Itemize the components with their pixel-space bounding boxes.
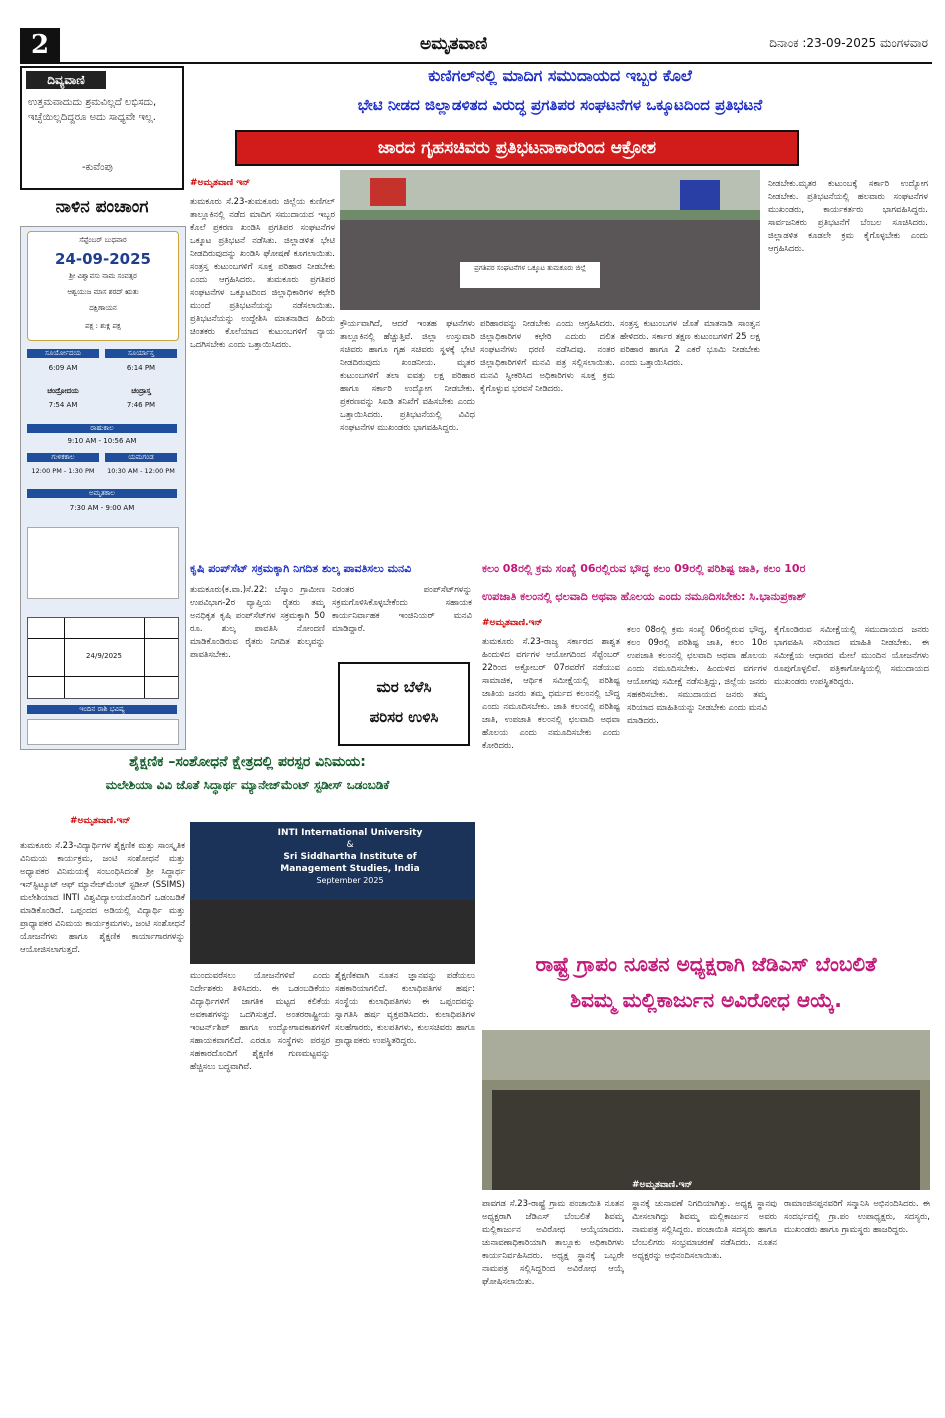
grid-date: 24/9/2025 bbox=[86, 652, 122, 660]
election-photo bbox=[482, 1030, 930, 1190]
grid-line bbox=[28, 676, 178, 677]
moonset-label: ಚಂದ್ರಾಸ್ತ bbox=[131, 387, 151, 395]
photo-tag: #ಅಮೃತವಾಣಿ.ಇನ್ bbox=[632, 1180, 693, 1190]
headline-protest: ಭೇಟಿ ನೀಡದ ಜಿಲ್ಲಾಡಳಿತದ ವಿರುದ್ಧ ಪ್ರಗತಿಪರ ಸಂಘಟನೆಗಳ ಒಕ್ಕೂಟದಿಂದ ಪ್ರತಿಭಟನೆ bbox=[357, 96, 763, 114]
election-headline-1: ರಾಷ್ಟ್ರೆ ಗ್ರಾಪಂ ನೂತನ ಅಧ್ಯಕ್ಷರಾಗಿ ಜೆಡಿಎಸ್ ಬೆಂಬಲಿತೆ bbox=[535, 952, 877, 976]
edu-headline-1: ಶೈಕ್ಷಣಿಕ –ಸಂಶೋಧನೆ ಕ್ಷೇತ್ರದಲ್ಲಿ ಪರಸ್ಪರ ವಿನಿಮಯ: bbox=[129, 754, 366, 770]
page-number: 2 bbox=[20, 28, 60, 62]
moonset-value: 7:46 PM bbox=[126, 401, 156, 409]
photo-caption-3: Sri Siddhartha Institute of bbox=[283, 852, 417, 862]
amrutha-value: 7:30 AM - 9:00 AM bbox=[69, 504, 135, 512]
edu-headline-2: ಮಲೇಶಿಯಾ ವಿವಿ ಜೊತೆ ಸಿದ್ಧಾರ್ಥ ಮ್ಯಾನೇಜ್‌ಮೆಂಟ್ ಸ್ಟಡೀಸ್ ಒಡಂಬಡಿಕೆ bbox=[105, 778, 390, 792]
slogan-line-1: ಮರ ಬೆಳೆಸಿ bbox=[376, 678, 432, 696]
protest-photo bbox=[340, 170, 760, 310]
election-headline-2: ಶಿವಮ್ಮ ಮಲ್ಲಿಕಾರ್ಜುನ ಅವಿರೋಧ ಆಯ್ಕೆ. bbox=[570, 988, 842, 1012]
moonrise-value: 7:54 AM bbox=[48, 401, 78, 409]
yamaganda-value: 10:30 AM - 12:00 PM bbox=[107, 467, 175, 475]
photo-caption-2: & bbox=[346, 840, 354, 850]
yamaganda-label: ಯಮಗಂಡ bbox=[105, 453, 177, 462]
edu-col2: ಮುಂದುವರೆಸಲು ಯೋಜನೆಗಳಿವೆ ಎಂದು ನಿರ್ದೇಶಕರು ತಿಳಿಸಿದರು. ಈ ಒಡಂಬಡಿಕೆಯು ವಿದ್ಯಾರ್ಥಿಗಳಿಗೆ ಜಾಗತಿಕ ಮಟ್ಟದ ಕಲಿಕೆಯ ಅವಕಾಶಗಳನ್ನು ಒದಗಿಸುತ್ತದೆ. ಅಂತರರಾಷ್ಟ್ರೀಯ ಇಂಟರ್ನ್‌ಶಿಪ್ ಹಾಗೂ ಉದ್ಯೋಗಾವಕಾಶಗಳಿಗೆ ಸಹಾಯಕವಾಗಲಿದೆ. ಎರಡೂ ಸಂಸ್ಥೆಗಳು ಪರಸ್ಪರ ಸಹಕಾರದೊಂದಿಗೆ ಶೈಕ್ಷಣಿಕ ಗುಣಮಟ್ಟವನ್ನು ಹೆಚ್ಚಿಸಲು ಬದ್ಧವಾಗಿವೆ. bbox=[190, 971, 330, 1072]
photo-group bbox=[492, 1090, 920, 1190]
panchanga-title: ನಾಳಿನ ಪಂಚಾಂಗ bbox=[55, 197, 149, 217]
edu-tag: #ಅಮೃತವಾಣಿ.ಇನ್ bbox=[70, 816, 131, 826]
caste-col2: ಕಲಂ 08ರಲ್ಲಿ ಕ್ರಮ ಸಂಖ್ಯೆ 06ರಲ್ಲಿರುವ ಭೌದ್ಧ, ಕಲಂ 09ರಲ್ಲಿ ಪರಿಶಿಷ್ಟ ಜಾತಿ, ಕಲಂ 10ರ ಉಪಜಾತಿ ಕಲಂನಲ್ಲಿ ಛಲವಾದಿ ಅಥವಾ ಹೊಲಯ ಎಂದು ನಮೂದಿಸಬೇಕು. ಹಿಂದುಳಿದ ವರ್ಗಗಳ ಆಯೋಗವು ಸಮೀಕ್ಷೆ ನಡೆಸುತ್ತಿದ್ದು, ಜಿಲ್ಲೆಯ ಜನರು ಸಹಕರಿಸಬೇಕು. ಸಮುದಾಯದ ಜನರು ತಮ್ಮ ಸರಿಯಾದ ಮಾಹಿತಿಯನ್ನು ನೀಡಬೇಕು ಎಂದು ಮನವಿ ಮಾಡಿದರು. bbox=[627, 625, 767, 726]
photo-banner: ಪ್ರಗತಿಪರ ಸಂಘಟನೆಗಳ ಒಕ್ಕೂಟ ತುಮಕೂರು ಜಿಲ್ಲೆ bbox=[460, 262, 600, 288]
edu-photo bbox=[190, 822, 475, 964]
amrutha-label: ಅಮೃತಕಾಲ bbox=[27, 489, 177, 498]
edu-col3: ಶೈಕ್ಷಣಿಕವಾಗಿ ನೂತನ ಜ್ಞಾನವನ್ನು ಪಡೆಯಲು ಸಹಕಾರಿಯಾಗಲಿದೆ. ಕುಲಾಧಿಪತಿಗಳ ಹರ್ಷ: ಸಂಸ್ಥೆಯ ಕುಲಾಧಿಪತಿಗಳು ಈ ಒಪ್ಪಂದವನ್ನು ಸ್ವಾಗತಿಸಿ ಹರ್ಷ ವ್ಯಕ್ತಪಡಿಸಿದರು. ಕುಲಾಧಿಪತಿಗಳ ಸಲಹೆಗಾರರು, ಕುಲಪತಿಗಳು, ಕುಲಸಚಿವರು ಹಾಗೂ ಪ್ರಾಧ್ಯಾಪಕರು ಉಪಸ್ಥಿತರಿದ್ದರು. bbox=[335, 971, 475, 1046]
krishi-headline: ಕೃಷಿ ಪಂಪ್‌ಸೆಟ್ ಸಕ್ರಮಕ್ಕಾಗಿ ನಿಗದಿತ ಶುಲ್ಕ ಪಾವತಿಸಲು ಮನವಿ bbox=[190, 562, 412, 575]
gulika-value: 12:00 PM - 1:30 PM bbox=[31, 467, 95, 475]
tree-slogan-box bbox=[338, 662, 470, 746]
election-col3: ರಾಮಾಂಜಿನಪ್ಪನವರಿಗೆ ಸನ್ಮಾನಿಸಿ ಅಭಿನಂದಿಸಿದರು. ಈ ಸಂದರ್ಭದಲ್ಲಿ ಗ್ರಾ.ಪಂ ಉಪಾಧ್ಯಕ್ಷರು, ಸದಸ್ಯರು, ಮುಖಂಡರು ಹಾಗೂ ಗ್ರಾಮಸ್ಥರು ಹಾಜರಿದ್ದರು. bbox=[784, 1199, 930, 1235]
paper-name: ಅಮೃತವಾಣಿ bbox=[420, 34, 488, 54]
edu-col1: ತುಮಕೂರು ಸೆ.23-ವಿದ್ಯಾರ್ಥಿಗಳ ಶೈಕ್ಷಣಿಕ ಮತ್ತು ಸಾಂಸ್ಕೃತಿಕ ವಿನಿಮಯ ಕಾರ್ಯಕ್ರಮ, ಜಂಟಿ ಸಂಶೋಧನೆ ಮತ್ತು ಅಧ್ಯಾಪಕರ ವಿನಿಮಯಕ್ಕೆ ಸಂಬಂಧಿಸಿದಂತೆ ಶ್ರೀ ಸಿದ್ಧಾರ್ಥ ಇನ್‌ಸ್ಟಿಟ್ಯೂಟ್ ಆಫ್ ಮ್ಯಾನೇಜ್‌ಮೆಂಟ್ ಸ್ಟಡೀಸ್ (SSIMS) ಮಲೇಶಿಯಾದ INTI ವಿಶ್ವವಿದ್ಯಾಲಯದೊಂದಿಗೆ ಒಡಂಬಡಿಕೆ ಮಾಡಿಕೊಂಡಿದೆ. ಒಪ್ಪಂದದ ಅಡಿಯಲ್ಲಿ ವಿದ್ಯಾರ್ಥಿ ಮತ್ತು ಪ್ರಾಧ್ಯಾಪಕರ ವಿನಿಮಯ ಕಾರ್ಯಕ್ರಮಗಳು, ಜಂಟಿ ಸಂಶೋಧನೆ ಯೋಜನೆಗಳು ಹಾಗೂ ಶೈಕ್ಷಣಿಕ ಕಾರ್ಯಾಗಾರಗಳನ್ನು ಆಯೋಜಿಸಲಾಗುತ್ತದೆ. bbox=[20, 841, 185, 955]
rahukala-value: 9:10 AM - 10:56 AM bbox=[67, 437, 137, 445]
election-col2: ಸ್ಥಾನಕ್ಕೆ ಚುನಾವಣೆ ನಿಗದಿಯಾಗಿತ್ತು. ಅಧ್ಯಕ್ಷ ಸ್ಥಾನವು ಮೀಸಲಾಗಿದ್ದು ಶಿವಮ್ಮ ಮಲ್ಲಿಕಾರ್ಜುನ ಅವರು ನಾಮಪತ್ರ ಸಲ್ಲಿಸಿದ್ದರು. ಪಂಚಾಯಿತಿ ಸದಸ್ಯರು ಹಾಗೂ ಬೆಂಬಲಿಗರು ಸಂಭ್ರಮಾಚರಣೆ ನಡೆಸಿದರು. ನೂತನ ಅಧ್ಯಕ್ಷರನ್ನು ಅಭಿನಂದಿಸಲಾಯಿತು. bbox=[632, 1199, 777, 1261]
divyavani-author: -ಕುವೆಂಪು bbox=[82, 162, 113, 173]
caste-col1: ತುಮಕೂರು ಸೆ.23-ರಾಜ್ಯ ಸರ್ಕಾರದ ಶಾಶ್ವತ ಹಿಂದುಳಿದ ವರ್ಗಗಳ ಆಯೋಗದಿಂದ ಸೆಪ್ಟೆಂಬರ್ 22ರಿಂದ ಅಕ್ಟೋಬರ್ 07ರವರೆಗೆ ನಡೆಯುವ ಸಾಮಾಜಿಕ, ಆರ್ಥಿಕ ಸಮೀಕ್ಷೆಯಲ್ಲಿ ಪರಿಶಿಷ್ಟ ಜಾತಿಯ ಜನರು ತಮ್ಮ ಧರ್ಮದ ಕಲಂನಲ್ಲಿ ಬೌದ್ಧ ಎಂದು ನಮೂದಿಸಬೇಕು. ಜಾತಿ ಕಲಂನಲ್ಲಿ ಪರಿಶಿಷ್ಟ ಜಾತಿ, ಉಪಜಾತಿ ಕಲಂನಲ್ಲಿ ಛಲವಾದಿ ಅಥವಾ ಹೊಲಯ ಎಂದು ನಮೂದಿಸಬೇಕು ಎಂದು ಕೋರಿದರು. bbox=[482, 637, 620, 751]
caste-tag: #ಅಮೃತವಾಣಿ.ಇನ್ bbox=[482, 618, 543, 628]
slogan-line-2: ಪರಿಸರ ಉಳಿಸಿ bbox=[369, 708, 439, 726]
photo-building bbox=[482, 1030, 930, 1080]
card-date: 24-09-2025 bbox=[55, 250, 151, 268]
panchanga-details bbox=[27, 527, 179, 599]
grid-line bbox=[144, 618, 145, 698]
gulika-label: ಗುಳಿಕಕಾಲ bbox=[27, 453, 99, 462]
caste-headline-1: ಕಲಂ 08ರಲ್ಲಿ ಕ್ರಮ ಸಂಖ್ಯೆ 06ರಲ್ಲಿರುವ ಭೌದ್ಧ ಕಲಂ 09ರಲ್ಲಿ ಪರಿಶಿಷ್ಟ ಜಾತಿ, ಕಲಂ 10ರ bbox=[482, 562, 806, 575]
krishi-col2: ನಿರಂತರ ಪಂಪ್‌ಸೆಟ್‌ಗಳನ್ನು ಸಕ್ರಮಗೊಳಿಸಿಕೊಳ್ಳಬೇಕೆಂದು ಸಹಾಯಕ ಕಾರ್ಯನಿರ್ವಾಹಕ ಇಂಜಿನಿಯರ್ ಮನವಿ ಮಾಡಿದ್ದಾರೆ. bbox=[332, 585, 472, 634]
rashi-list bbox=[27, 719, 179, 745]
card-line-3: ದಕ್ಷಿಣಾಯನ bbox=[89, 304, 117, 312]
sunset-value: 6:14 PM bbox=[126, 364, 156, 372]
grid-line bbox=[64, 618, 65, 698]
photo-people bbox=[190, 900, 475, 964]
headline-home-minister: ಜಾರದ ಗೃಹಸಚಿವರು ಪ್ರತಿಭಟನಾಕಾರರಿಂದ ಆಕ್ರೋಶ bbox=[235, 130, 799, 166]
story1-col5: ನೀಡಬೇಕು.ಮೃತರ ಕುಟುಂಬಕ್ಕೆ ಸರ್ಕಾರಿ ಉದ್ಯೋಗ ನೀಡಬೇಕು. ಪ್ರತಿಭಟನೆಯಲ್ಲಿ ಹಲವಾರು ಸಂಘಟನೆಗಳ ಮುಖಂಡರು, ಕಾರ್ಯಕರ್ತರು ಭಾಗವಹಿಸಿದ್ದರು. ಸಾರ್ವಜನಿಕರು ಪ್ರತಿಭಟನೆಗೆ ಬೆಂಬಲ ಸೂಚಿಸಿದರು. ಜಿಲ್ಲಾಡಳಿತ ಕೂಡಲೇ ಕ್ರಮ ಕೈಗೊಳ್ಳಬೇಕು ಎಂದು ಆಗ್ರಹಿಸಿದರು. bbox=[768, 179, 928, 254]
page-header bbox=[20, 28, 932, 64]
card-line-2: ಆಶ್ವಯುಜ ಮಾಸ ಶರದ್ ಋತು bbox=[67, 288, 139, 296]
photo-caption-4: Management Studies, India bbox=[280, 864, 420, 874]
photo-flag-blue bbox=[680, 180, 720, 210]
story1-col3: ಪರಿಹಾರವನ್ನು ನೀಡಬೇಕು ಎಂದು ಆಗ್ರಹಿಸಿದರು. ಜಿಲ್ಲಾಧಿಕಾರಿಗಳ ಕಛೇರಿ ಎದುರು ದಲಿತ ಸಂಘಟನೆಗಳು ಧರಣಿ ನಡೆಸಿದವು. ನಂತರ ಜಿಲ್ಲಾಧಿಕಾರಿಗಳಿಗೆ ಮನವಿ ಪತ್ರ ಸಲ್ಲಿಸಲಾಯಿತು. ಮನವಿ ಸ್ವೀಕರಿಸಿದ ಅಧಿಕಾರಿಗಳು ಸೂಕ್ತ ಕ್ರಮ ಕೈಗೊಳ್ಳುವ ಭರವಸೆ ನೀಡಿದರು. bbox=[480, 319, 615, 394]
rahukala-label: ರಾಹುಕಾಲ bbox=[27, 424, 177, 433]
caste-headline-2: ಉಪಜಾತಿ ಕಲಂನಲ್ಲಿ ಛಲವಾದಿ ಅಥವಾ ಹೊಲಯ ಎಂದು ನಮೂದಿಸಬೇಕು: ಸಿ.ಭಾನುಪ್ರಕಾಶ್ bbox=[482, 590, 807, 603]
photo-caption-5: September 2025 bbox=[316, 876, 384, 885]
date-line: ದಿನಾಂಕ :23-09-2025 ಮಂಗಳವಾರ bbox=[769, 36, 928, 50]
sunset-label: ಸೂರ್ಯಾಸ್ತ bbox=[105, 349, 177, 358]
card-line-4: ಪಕ್ಷ : ಶುಕ್ಲ ಪಕ್ಷ bbox=[85, 322, 121, 330]
election-col1: ಪಾವಗಡ ಸೆ.23-ರಾಷ್ಟ್ರೆ ಗ್ರಾಮ ಪಂಚಾಯಿತಿ ನೂತನ ಅಧ್ಯಕ್ಷರಾಗಿ ಜೆಡಿಎಸ್ ಬೆಂಬಲಿತೆ ಶಿವಮ್ಮ ಮಲ್ಲಿಕಾರ್ಜುನ ಅವಿರೋಧ ಆಯ್ಕೆಯಾದರು. ಚುನಾವಣಾಧಿಕಾರಿಯಾಗಿ ತಾಲ್ಲೂಕು ಅಧಿಕಾರಿಗಳು ಕಾರ್ಯನಿರ್ವಹಿಸಿದರು. ಅಧ್ಯಕ್ಷ ಸ್ಥಾನಕ್ಕೆ ಒಬ್ಬರೇ ನಾಮಪತ್ರ ಸಲ್ಲಿಸಿದ್ದರಿಂದ ಅವಿರೋಧ ಆಯ್ಕೆ ಘೋಷಿಸಲಾಯಿತು. bbox=[482, 1199, 624, 1287]
divyavani-quote: ಉತ್ತಮವಾದುದು ಶ್ರಮವಿಲ್ಲದೆ ಲಭಿಸದು, ಇಚ್ಛೆಯಿಲ್ಲದಿದ್ದರೂ ಅದು ಸಾಧ್ಯವೇ ಇಲ್ಲ. bbox=[28, 97, 157, 123]
krishi-col1: ತುಮಕೂರು(ಕ.ವಾ.)ಸೆ.22: ಬೆಸ್ಕಾಂ ಗ್ರಾಮೀಣ ಉಪವಿಭಾಗ-2ರ ವ್ಯಾಪ್ತಿಯ ರೈತರು ತಮ್ಮ ಅನಧಿಕೃತ ಕೃಷಿ ಪಂಪ್‌ಸೆಟ್‌ಗಳ ಸಕ್ರಮಕ್ಕಾಗಿ 50 ರೂ. ಶುಲ್ಕ ಪಾವತಿಸಿ ನೋಂದಣಿ ಮಾಡಿಕೊಂಡಿರುವ ರೈತರು ನಿಗದಿತ ಶುಲ್ಕವನ್ನು ಪಾವತಿಸಬೇಕು. bbox=[190, 585, 325, 660]
sunrise-value: 6:09 AM bbox=[48, 364, 78, 372]
rashi-title: ಇಂದಿನ ರಾಶಿ ಭವಿಷ್ಯ bbox=[27, 705, 177, 714]
panchanga-panel bbox=[20, 226, 186, 750]
grid-line bbox=[28, 638, 178, 639]
card-line-1: ಶ್ರೀ ವಿಶ್ವಾವಸು ನಾಮ ಸಂವತ್ಸರ bbox=[69, 272, 137, 280]
rashi-chart-grid bbox=[27, 617, 179, 699]
caste-col3: ಕೈಗೊಂಡಿರುವ ಸಮೀಕ್ಷೆಯಲ್ಲಿ ಸಮುದಾಯದ ಜನರು ಭಾಗವಹಿಸಿ ಸರಿಯಾದ ಮಾಹಿತಿ ನೀಡಬೇಕು. ಈ ಸಮೀಕ್ಷೆಯ ಆಧಾರದ ಮೇಲೆ ಮುಂದಿನ ಯೋಜನೆಗಳು ರೂಪುಗೊಳ್ಳಲಿವೆ. ಪತ್ರಿಕಾಗೋಷ್ಠಿಯಲ್ಲಿ ಸಮುದಾಯದ ಮುಖಂಡರು ಉಪಸ್ಥಿತರಿದ್ದರು. bbox=[774, 625, 929, 687]
headline-murder: ಕುಣಿಗಲ್‌ನಲ್ಲಿ ಮಾದಿಗ ಸಮುದಾಯದ ಇಬ್ಬರ ಕೊಲೆ bbox=[428, 66, 692, 85]
photo-flag-red bbox=[370, 178, 406, 206]
card-month: ಸೆಪ್ಟೆಂಬರ್ ಬುಧವಾರ bbox=[79, 236, 127, 244]
story1-col1: ತುಮಕೂರು ಸೆ.23-ತುಮಕೂರು ಜಿಲ್ಲೆಯ ಕುಣಿಗಲ್ ತಾಲ್ಲೂಕಿನಲ್ಲಿ ನಡೆದ ಮಾದಿಗ ಸಮುದಾಯದ ಇಬ್ಬರ ಕೊಲೆ ಪ್ರಕರಣ ಖಂಡಿಸಿ ಪ್ರಗತಿಪರ ಸಂಘಟನೆಗಳ ಒಕ್ಕೂಟ ಪ್ರತಿಭಟನೆ ನಡೆಸಿತು. ಜಿಲ್ಲಾಡಳಿತ ಭೇಟಿ ನೀಡದಿರುವುದನ್ನು ಖಂಡಿಸಿ ಘೋಷಣೆ ಕೂಗಲಾಯಿತು. ಸಂತ್ರಸ್ತ ಕುಟುಂಬಗಳಿಗೆ ಸೂಕ್ತ ಪರಿಹಾರ ನೀಡಬೇಕು ಎಂದು ಆಗ್ರಹಿಸಿದರು. ತುಮಕೂರು ಪ್ರಗತಿಪರ ಸಂಘಟನೆಗಳ ಒಕ್ಕೂಟದಿಂದ ಜಿಲ್ಲಾಧಿಕಾರಿಗಳ ಕಛೇರಿ ಮುಂದೆ ಪ್ರತಿಭಟನೆಯನ್ನು ನಡೆಸಲಾಯಿತು. ಪ್ರತಿಭಟನೆಯನ್ನು ಉದ್ದೇಶಿಸಿ ಮಾತನಾಡಿದ ಹಿರಿಯ ಚಿಂತಕರು ಕೊಲೆಯಾದ ಕುಟುಂಬಗಳಿಗೆ ನ್ಯಾಯ ಒದಗಿಸಬೇಕು ಎಂದು ಒತ್ತಾಯಿಸಿದರು. bbox=[190, 197, 335, 350]
panchanga-card bbox=[27, 231, 179, 341]
story1-col4: ಸಂತ್ರಸ್ತ ಕುಟುಂಬಗಳ ಜೊತೆ ಮಾತನಾಡಿ ಸಾಂತ್ವನ ಹೇಳಿದರು. ಸರ್ಕಾರ ತಕ್ಷಣ ಕುಟುಂಬಗಳಿಗೆ 25 ಲಕ್ಷ ಪರಿಹಾರ ಹಾಗೂ 2 ಎಕರೆ ಭೂಮಿ ನೀಡಬೇಕು ಎಂದು ಒತ್ತಾಯಿಸಿದರು. bbox=[620, 319, 760, 368]
story1-tag: #ಅಮೃತವಾಣಿ ಇನ್ bbox=[190, 178, 251, 188]
divyavani-title: ದಿವ್ಯವಾಣಿ bbox=[26, 71, 106, 89]
moonrise-label: ಚಂದ್ರೋದಯ bbox=[47, 387, 79, 395]
divyavani-box bbox=[20, 66, 184, 190]
photo-caption-1: INTI International University bbox=[277, 828, 423, 838]
sunrise-label: ಸೂರ್ಯೋದಯ bbox=[27, 349, 99, 358]
story1-col2: ಕ್ರೌರ್ಯವಾಗಿದೆ, ಆದರೆ ಇಂತಹ ಘಟನೆಗಳು ತಾಲ್ಲೂಕಿನಲ್ಲಿ ಹೆಚ್ಚುತ್ತಿವೆ. ಜಿಲ್ಲಾ ಉಸ್ತುವಾರಿ ಸಚಿವರು ಹಾಗೂ ಗೃಹ ಸಚಿವರು ಸ್ಥಳಕ್ಕೆ ಭೇಟಿ ನೀಡದಿರುವುದು ಖಂಡನೀಯ. ಮೃತರ ಕುಟುಂಬಗಳಿಗೆ ತಲಾ ಐವತ್ತು ಲಕ್ಷ ಪರಿಹಾರ ಹಾಗೂ ಸರ್ಕಾರಿ ಉದ್ಯೋಗ ನೀಡಬೇಕು. ಪ್ರಕರಣವನ್ನು ಸಿಐಡಿ ತನಿಖೆಗೆ ವಹಿಸಬೇಕು ಎಂದು ಒತ್ತಾಯಿಸಿದರು. ಪ್ರತಿಭಟನೆಯಲ್ಲಿ ವಿವಿಧ ಸಂಘಟನೆಗಳ ಮುಖಂಡರು ಭಾಗವಹಿಸಿದ್ದರು. bbox=[340, 319, 475, 433]
